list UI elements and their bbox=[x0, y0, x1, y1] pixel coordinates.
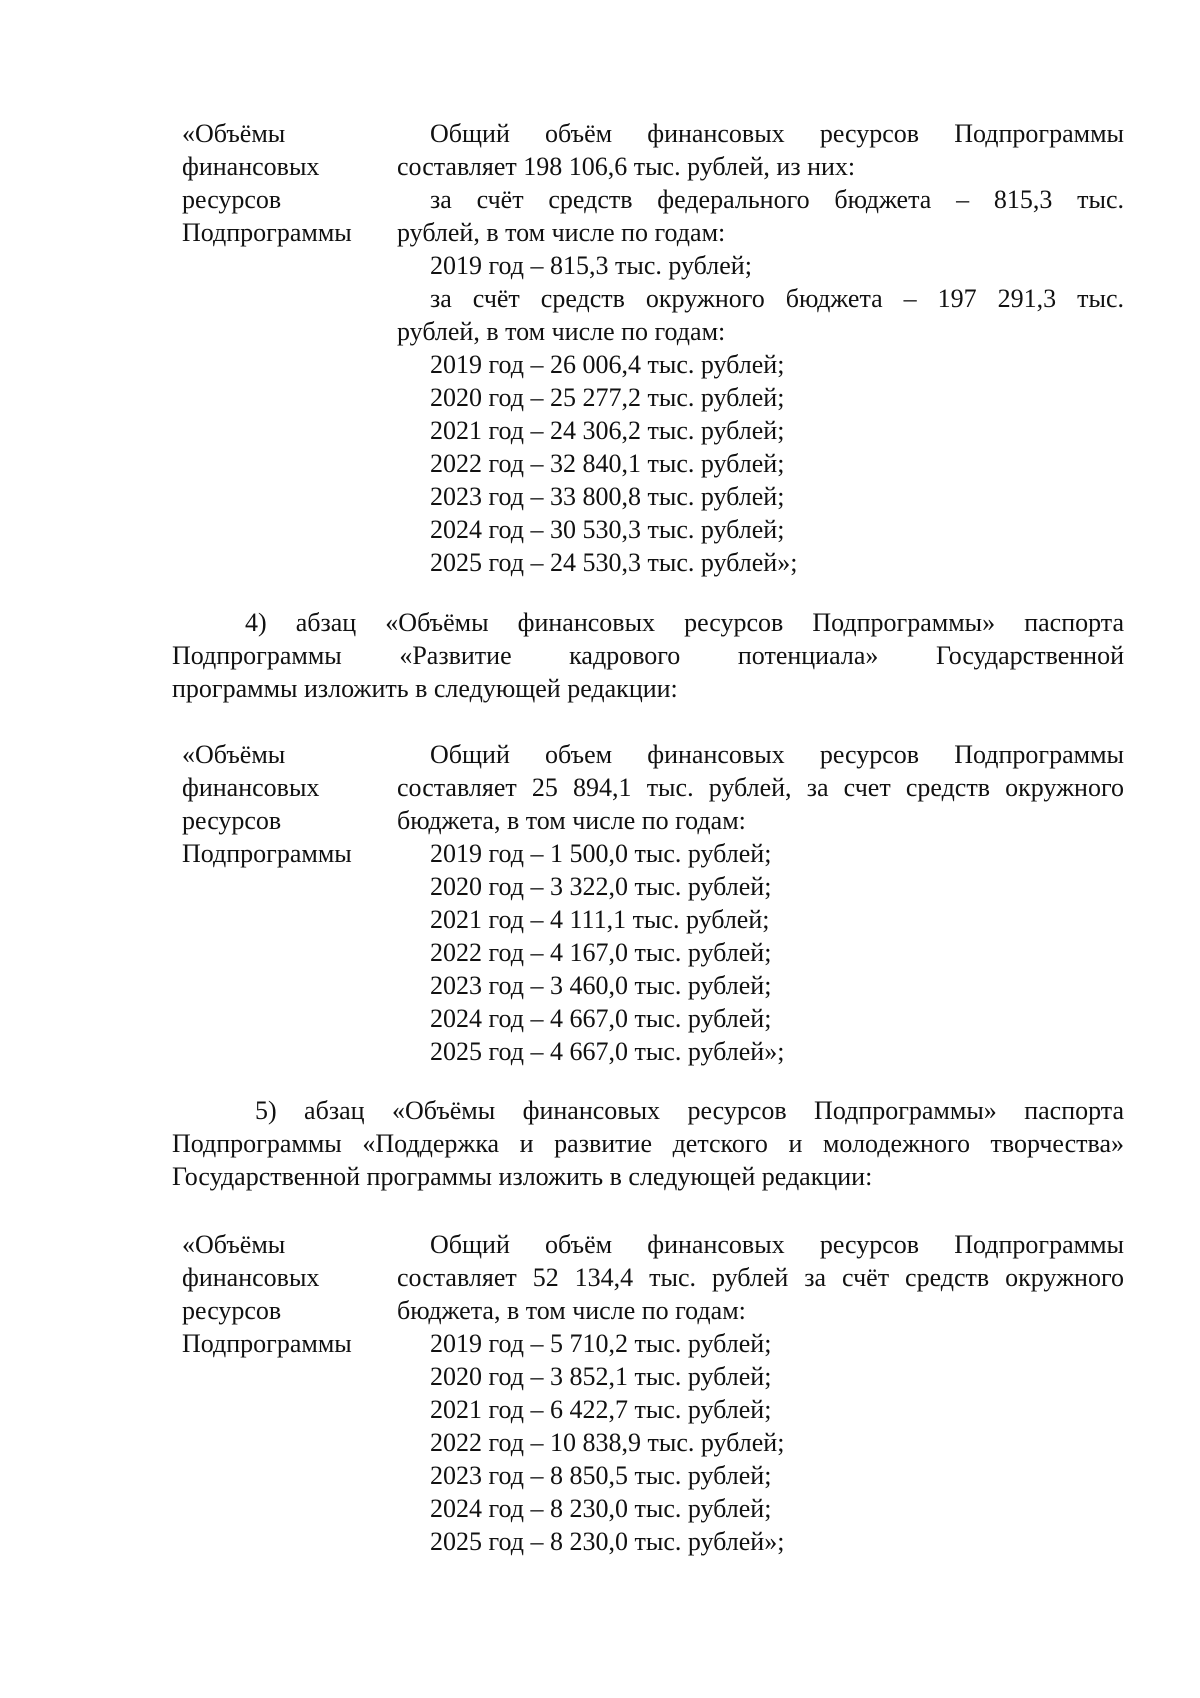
year-line: 2024 год – 4 667,0 тыс. рублей; bbox=[430, 1004, 772, 1033]
label-line: «Объёмы bbox=[182, 1230, 286, 1259]
block-content bbox=[397, 1228, 1124, 1558]
text-line: за счёт средств федерального бюджета – 815,3 тыс. bbox=[430, 185, 1124, 214]
year-line: 2021 год – 4 111,1 тыс. рублей; bbox=[430, 905, 770, 934]
block-content bbox=[397, 117, 1124, 579]
text-line: рублей, в том числе по годам: bbox=[397, 218, 726, 247]
year-line: 2025 год – 8 230,0 тыс. рублей»; bbox=[430, 1527, 785, 1556]
label-line: финансовых bbox=[182, 152, 320, 181]
text-line: 5) абзац «Объёмы финансовых ресурсов Подпрограммы» паспорта bbox=[255, 1096, 1124, 1125]
year-line: 2023 год – 8 850,5 тыс. рублей; bbox=[430, 1461, 772, 1490]
year-line: 2019 год – 5 710,2 тыс. рублей; bbox=[430, 1329, 772, 1358]
label-line: финансовых bbox=[182, 773, 320, 802]
label-line: ресурсов bbox=[182, 1296, 282, 1325]
text-line: составляет 52 134,4 тыс. рублей за счёт средств окружного bbox=[397, 1263, 1124, 1292]
year-line: 2020 год – 25 277,2 тыс. рублей; bbox=[430, 383, 785, 412]
text-line: программы изложить в следующей редакции: bbox=[172, 674, 678, 703]
text-line: за счёт средств окружного бюджета – 197 291,3 тыс. bbox=[430, 284, 1124, 313]
year-line: 2021 год – 24 306,2 тыс. рублей; bbox=[430, 416, 785, 445]
text-line: бюджета, в том числе по годам: bbox=[397, 806, 746, 835]
text-line: рублей, в том числе по годам: bbox=[397, 317, 726, 346]
label-line: Подпрограммы bbox=[182, 839, 352, 868]
label-line: «Объёмы bbox=[182, 119, 286, 148]
year-line: 2022 год – 10 838,9 тыс. рублей; bbox=[430, 1428, 785, 1457]
year-line: 2024 год – 30 530,3 тыс. рублей; bbox=[430, 515, 785, 544]
year-line: 2020 год – 3 852,1 тыс. рублей; bbox=[430, 1362, 772, 1391]
text-line: бюджета, в том числе по годам: bbox=[397, 1296, 746, 1325]
year-line: 2019 год – 26 006,4 тыс. рублей; bbox=[430, 350, 785, 379]
text-line: Подпрограммы «Поддержка и развитие детского и молодежного творчества» bbox=[172, 1129, 1124, 1158]
year-line: 2022 год – 4 167,0 тыс. рублей; bbox=[430, 938, 772, 967]
text-line: Общий объём финансовых ресурсов Подпрограммы bbox=[430, 1230, 1124, 1259]
year-line: 2025 год – 24 530,3 тыс. рублей»; bbox=[430, 548, 798, 577]
label-line: Подпрограммы bbox=[182, 218, 352, 247]
year-line: 2022 год – 32 840,1 тыс. рублей; bbox=[430, 449, 785, 478]
year-line: 2025 год – 4 667,0 тыс. рублей»; bbox=[430, 1037, 785, 1066]
text-line: Общий объем финансовых ресурсов Подпрограммы bbox=[430, 740, 1124, 769]
text-line: Государственной программы изложить в следующей редакции: bbox=[172, 1162, 873, 1191]
amendment-paragraph-5 bbox=[172, 1094, 1124, 1193]
amendment-paragraph-4 bbox=[172, 606, 1124, 705]
passport-block-2 bbox=[182, 738, 1124, 1068]
year-line: 2023 год – 3 460,0 тыс. рублей; bbox=[430, 971, 772, 1000]
block-label bbox=[182, 738, 397, 1068]
block-label bbox=[182, 117, 397, 579]
block-label bbox=[182, 1228, 397, 1558]
year-line: 2023 год – 33 800,8 тыс. рублей; bbox=[430, 482, 785, 511]
text-line: составляет 25 894,1 тыс. рублей, за счет средств окружного bbox=[397, 773, 1124, 802]
label-line: Подпрограммы bbox=[182, 1329, 352, 1358]
text-line: составляет 198 106,6 тыс. рублей, из них: bbox=[397, 152, 856, 181]
text-line: 4) абзац «Объёмы финансовых ресурсов Подпрограммы» паспорта bbox=[245, 608, 1124, 637]
passport-block-1 bbox=[182, 117, 1124, 579]
block-content bbox=[397, 738, 1124, 1068]
year-line: 2024 год – 8 230,0 тыс. рублей; bbox=[430, 1494, 772, 1523]
year-line: 2021 год – 6 422,7 тыс. рублей; bbox=[430, 1395, 772, 1424]
year-line: 2019 год – 815,3 тыс. рублей; bbox=[430, 251, 752, 280]
year-line: 2020 год – 3 322,0 тыс. рублей; bbox=[430, 872, 772, 901]
label-line: ресурсов bbox=[182, 185, 282, 214]
passport-block-3 bbox=[182, 1228, 1124, 1558]
label-line: ресурсов bbox=[182, 806, 282, 835]
text-line: Подпрограммы «Развитие кадрового потенциала» Государственной bbox=[172, 641, 1124, 670]
label-line: «Объёмы bbox=[182, 740, 286, 769]
year-line: 2019 год – 1 500,0 тыс. рублей; bbox=[430, 839, 772, 868]
label-line: финансовых bbox=[182, 1263, 320, 1292]
text-line: Общий объём финансовых ресурсов Подпрограммы bbox=[430, 119, 1124, 148]
